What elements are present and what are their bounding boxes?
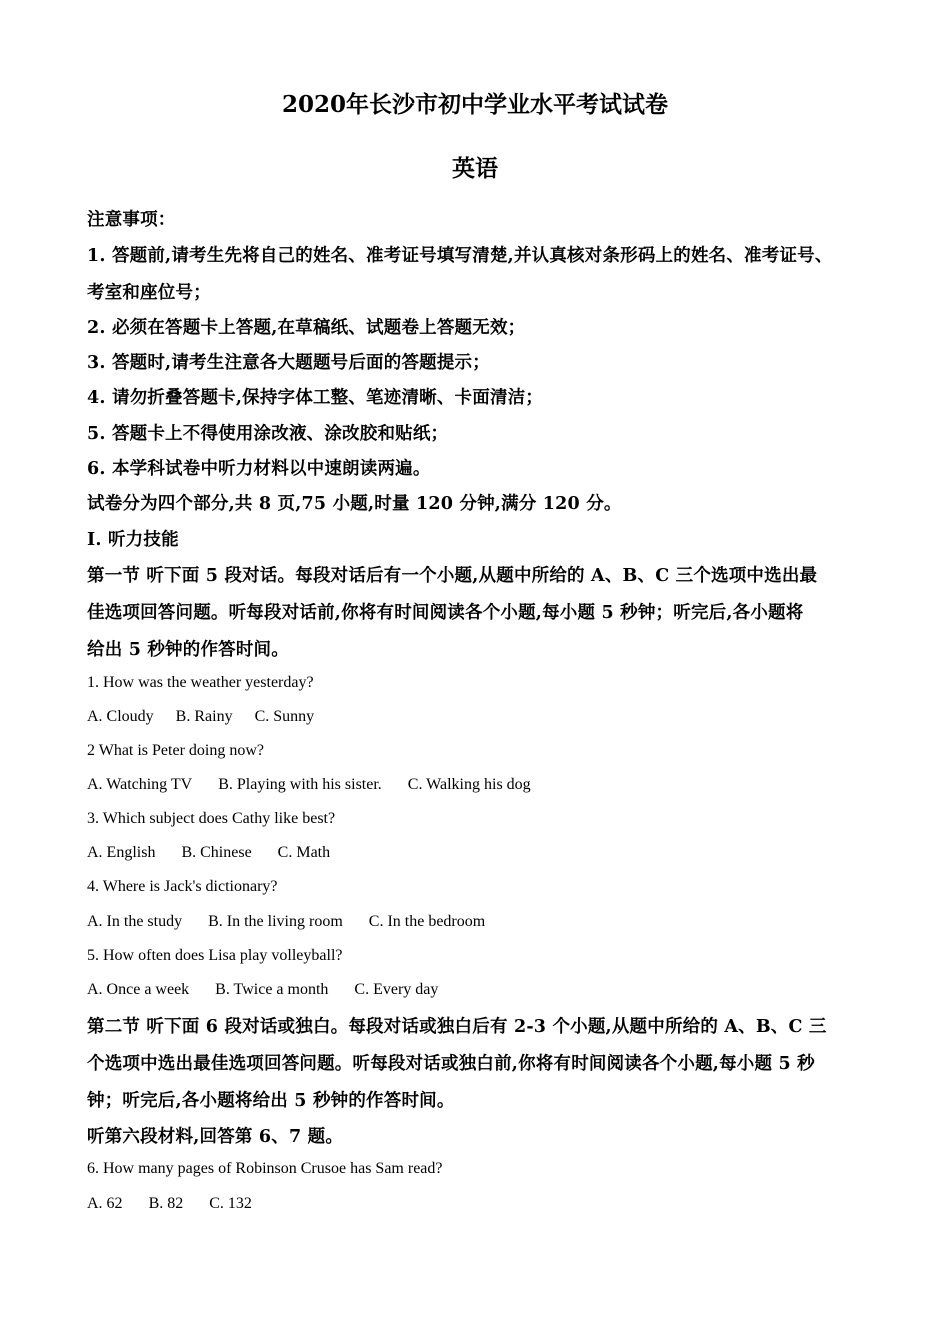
- section2-instruction: 第二节 听下面 6 段对话或独白。每段对话或独白后有 2-3 个小题,从题中所给的 A、B、C 三: [87, 1017, 827, 1037]
- question-3: 3. Which subject does Cathy like best?: [87, 810, 336, 827]
- section1-instruction: 第一节 听下面 5 段对话。每段对话后有一个小题,从题中所给的 A、B、C 三个选项中选出最: [87, 566, 818, 586]
- option-c: C. Sunny: [254, 708, 315, 725]
- option-c: C. 132: [209, 1195, 252, 1212]
- option-b: B. 82: [148, 1195, 184, 1212]
- exam-subject: 英语: [452, 155, 498, 182]
- option-b: B. Rainy: [175, 708, 233, 725]
- notice-line: 6. 本学科试卷中听力材料以中速朗读两遍。: [87, 459, 431, 479]
- option-a: A. Watching TV: [87, 776, 193, 793]
- question-3-options: [87, 844, 330, 862]
- notice-line: 4. 请勿折叠答题卡,保持字体工整、笔迹清晰、卡面清洁；: [87, 388, 544, 408]
- option-b: B. In the living room: [208, 913, 343, 930]
- paper-info: 试卷分为四个部分,共 8 页,75 小题,时量 120 分钟,满分 120 分。: [87, 494, 622, 514]
- option-a: A. Cloudy: [87, 708, 154, 725]
- section1-instruction: 佳选项回答问题。听每段对话前,你将有时间阅读各个小题,每小题 5 秒钟；听完后,各小题将: [87, 603, 804, 623]
- option-c: C. Walking his dog: [407, 776, 531, 793]
- option-c: C. Math: [277, 844, 331, 861]
- question-2: 2 What is Peter doing now?: [87, 742, 265, 759]
- section1-instruction: 给出 5 秒钟的作答时间。: [87, 640, 289, 660]
- question-4-options: [87, 913, 485, 931]
- notice-line: 1. 答题前,请考生先将自己的姓名、准考证号填写清楚,并认真核对条形码上的姓名、准考证号、: [87, 246, 833, 266]
- option-b: B. Playing with his sister.: [218, 776, 382, 793]
- notice-line: 考室和座位号；: [87, 283, 211, 303]
- option-c: C. In the bedroom: [368, 913, 486, 930]
- question-6-options: [87, 1195, 252, 1213]
- exam-title: 2020年长沙市初中学业水平考试试卷: [281, 91, 668, 118]
- question-1-options: [87, 708, 314, 726]
- question-5: 5. How often does Lisa play volleyball?: [87, 947, 343, 964]
- question-2-options: [87, 776, 531, 794]
- notice-heading: 注意事项：: [87, 210, 176, 230]
- section2-instruction: 个选项中选出最佳选项回答问题。听每段对话或独白前,你将有时间阅读各个小题,每小题 5 秒: [87, 1054, 815, 1074]
- option-a: A. English: [87, 844, 156, 861]
- option-b: B. Chinese: [181, 844, 252, 861]
- question-5-options: [87, 981, 438, 999]
- notice-line: 2. 必须在答题卡上答题,在草稿纸、试题卷上答题无效；: [87, 318, 526, 338]
- option-c: C. Every day: [354, 981, 439, 998]
- section2-instruction: 钟；听完后,各小题将给出 5 秒钟的作答时间。: [87, 1091, 455, 1111]
- part1-heading: I. 听力技能: [87, 530, 179, 550]
- notice-line: 5. 答题卡上不得使用涂改液、涂改胶和贴纸；: [87, 424, 449, 444]
- question-6: 6. How many pages of Robinson Crusoe has Sam read?: [87, 1160, 443, 1177]
- option-a: A. 62: [87, 1195, 123, 1212]
- notice-line: 3. 答题时,请考生注意各大题题号后面的答题提示；: [87, 353, 490, 373]
- option-a: A. In the study: [87, 913, 183, 930]
- material6-heading: 听第六段材料,回答第 6、7 题。: [87, 1127, 344, 1147]
- question-1: 1. How was the weather yesterday?: [87, 674, 314, 691]
- question-4: 4. Where is Jack's dictionary?: [87, 878, 278, 895]
- option-a: A. Once a week: [87, 981, 190, 998]
- option-b: B. Twice a month: [215, 981, 329, 998]
